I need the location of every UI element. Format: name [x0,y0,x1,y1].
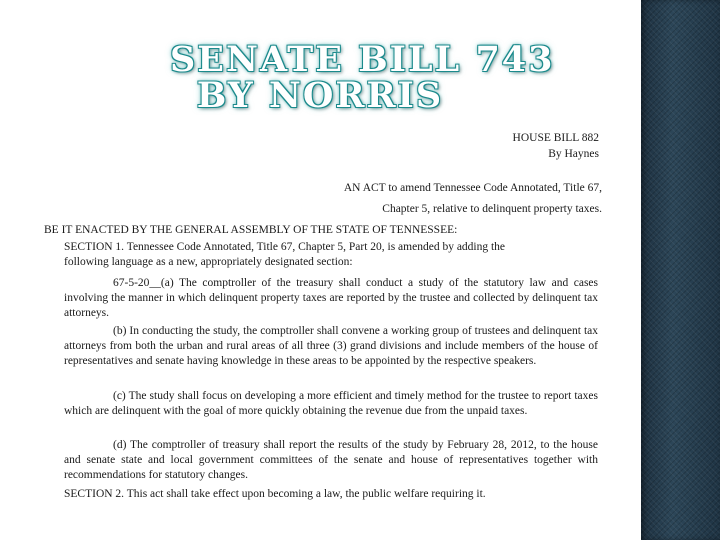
act-caption-line1: AN ACT to amend Tennessee Code Annotated, Title 67, [343,182,602,194]
section-1: SECTION 1. Tennessee Code Annotated, Title 67, Chapter 5, Part 20, is amended by adding the following language as a new, appropriately designated section: [64,241,506,268]
enacting-clause: BE IT ENACTED BY THE GENERAL ASSEMBLY OF THE STATE OF TENNESSEE: [44,224,458,236]
decorative-sidebar [641,0,720,540]
section-2: SECTION 2. This act shall take effect upon becoming a law, the public welfare requiring it. [64,488,486,500]
paragraph-d [64,438,598,483]
slide-title-line2: BY NORRIS [196,75,444,116]
act-caption-line2: Chapter 5, relative to delinquent property taxes. [382,203,602,215]
paragraph-d-text: (d) The comptroller of treasury shall report the results of the study by February 28, 2012, to the house and senate state and local government committees of the senate and house of representatives together with recommendations for statutory changes. [64,439,598,481]
slide-title-line1: SENATE BILL 743 [170,39,555,80]
paragraph-b-text: (b) In conducting the study, the comptroller shall convene a working group of trustees and delinquent tax attorneys from both the urban and rural areas of all three (3) grand divisions and include members of the house of representatives and senate having knowledge in these areas to be appointed by the respective speakers. [64,325,598,367]
paragraph-c-text: (c) The study shall focus on developing a more efficient and timely method for the trustee to report taxes which are delinquent with the goal of more quickly obtaining the revenue due from the unpaid taxes. [64,390,598,417]
paragraph-a-text: 67-5-20__(a) The comptroller of the treasury shall conduct a study of the statutory law and cases involving the manner in which delinquent property taxes are reported by the trustee and collected by delinquent tax attorneys. [64,277,598,319]
paragraph-c [64,389,598,419]
paragraph-b [64,324,598,369]
paragraph-a [64,276,598,321]
house-bill-sponsor: By Haynes [548,148,599,160]
house-bill-number: HOUSE BILL 882 [512,132,599,144]
